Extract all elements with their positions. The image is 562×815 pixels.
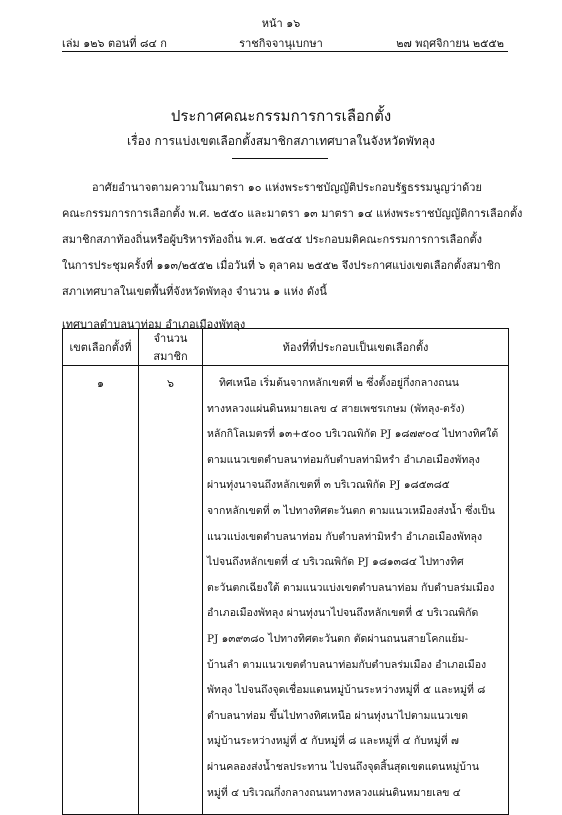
description-line: ตามแนวเขตตำบลนาท่อมกับตำบลท่ามิหรำ อำเภอเมืองพัทลุง [207,453,480,466]
announcement-subject: เรื่อง การแบ่งเขตเลือกตั้งสมาชิกสภาเทศบาลในจังหวัดพัทลุง [127,134,435,148]
description-line: หมู่บ้านระหว่างหมู่ที่ ๕ กับหมู่ที่ ๘ และหมู่ที่ ๔ กับหมู่ที่ ๗ [207,735,459,748]
paragraph-line: คณะกรรมการการเลือกตั้ง พ.ศ. ๒๕๕๐ และมาตรา ๑๓ มาตรา ๑๔ แห่งพระราชบัญญัติการเลือกตั้ง [62,207,523,220]
area-description-cell [203,366,509,815]
table-header-row [63,329,509,366]
description-line: ตะวันตกเฉียงใต้ ตามแนวแบ่งเขตตำบลนาท่อม กับตำบลร่มเมือง [207,581,495,594]
description-line: หลักกิโลเมตรที่ ๑๓+๕๐๐ บริเวณพิกัด PJ ๑๘๗๙๐๔ ไปทางทิศใต้ [207,428,499,441]
member-count: ๖ [139,366,203,815]
publication-name: ราชกิจจานุเบกษา [239,37,323,50]
title-divider [232,158,328,159]
description-line: แนวแบ่งเขตตำบลนาท่อม กับตำบลท่ามิหรำ อำเภอเมืองพัทลุง [207,530,483,543]
announcement-title: ประกาศคณะกรรมการการเลือกตั้ง [170,107,392,125]
header-divider [62,51,508,52]
electoral-zone-table [62,328,509,815]
paragraph-line: ในการประชุมครั้งที่ ๑๑๓/๒๕๕๒ เมื่อวันที่ ๖ ตุลาคม ๒๕๕๒ จึงประกาศแบ่งเขตเลือกตั้งสมาชิก [62,259,501,272]
description-line: PJ ๑๓๙๓๘๐ ไปทางทิศตะวันตก ตัดผ่านถนนสายโคกแย้ม- [207,633,469,645]
description-line: ตำบลนาท่อม ขึ้นไปทางทิศเหนือ ผ่านทุ่งนาไปตามแนวเขต [207,709,468,722]
paragraph-line: สภาเทศบาลในเขตพื้นที่จังหวัดพัทลุง จำนวน ๑ แห่ง ดังนี้ [62,285,327,298]
header-area-description: ท้องที่ที่ประกอบเป็นเขตเลือกตั้ง [203,329,509,366]
paragraph-line: สมาชิกสภาท้องถิ่นหรือผู้บริหารท้องถิ่น พ.ศ. ๒๕๔๕ ประกอบมติคณะกรรมการการเลือกตั้ง [62,233,483,246]
header-zone: เขตเลือกตั้งที่ [63,329,139,366]
publication-date: ๒๗ พฤศจิกายน ๒๕๕๒ [396,37,504,50]
description-line: บ้านลำ ตามแนวเขตตำบลนาท่อมกับตำบลร่มเมือง อำเภอเมือง [207,658,487,671]
zone-number: ๑ [63,366,139,815]
header-members: จำนวนสมาชิก [139,329,203,366]
description-line: ไปจนถึงหลักเขตที่ ๔ บริเวณพิกัด PJ ๑๘๑๓๘๔ ไปทางทิศ [207,556,464,569]
description-line: ผ่านทุ่งนาจนถึงหลักเขตที่ ๓ บริเวณพิกัด PJ ๑๘๕๓๘๕ [207,479,450,492]
page-number: หน้า ๑๖ [261,17,301,30]
municipality-location: เทศบาลตำบลนาท่อม อำเภอเมืองพัทลุง [62,318,246,331]
description-line: พัทลุง ไปจนถึงจุดเชื่อมแดนหมู่บ้านระหว่างหมู่ที่ ๕ และหมู่ที่ ๘ [207,684,486,697]
volume-issue: เล่ม ๑๒๖ ตอนที่ ๘๔ ก [62,37,167,50]
description-line: ผ่านคลองส่งน้ำชลประทาน ไปจนถึงจุดสิ้นสุดเขตแดนหมู่บ้าน [207,761,480,773]
description-line: จากหลักเขตที่ ๓ ไปทางทิศตะวันตก ตามแนวเหมืองส่งน้ำ ซึ่งเป็น [207,505,495,517]
description-line: ทางหลวงแผ่นดินหมายเลข ๔ สายเพชรเกษม (พัทลุง-ตรัง) [207,402,465,415]
description-line: อำเภอเมืองพัทลุง ผ่านทุ่งนาไปจนถึงหลักเขตที่ ๕ บริเวณพิกัด [207,607,479,620]
area-description [203,366,508,806]
description-line: ทิศเหนือ เริ่มต้นจากหลักเขตที่ ๒ ซึ่งตั้งอยู่กึ่งกลางถนน [219,377,459,389]
paragraph-line: อาศัยอำนาจตามความในมาตรา ๑๐ แห่งพระราชบัญญัติประกอบรัฐธรรมนูญว่าด้วย [92,181,482,194]
description-line: หมู่ที่ ๔ บริเวณกึ่งกลางถนนทางหลวงแผ่นดินหมายเลข ๔ [207,786,461,799]
table-row [63,366,509,815]
